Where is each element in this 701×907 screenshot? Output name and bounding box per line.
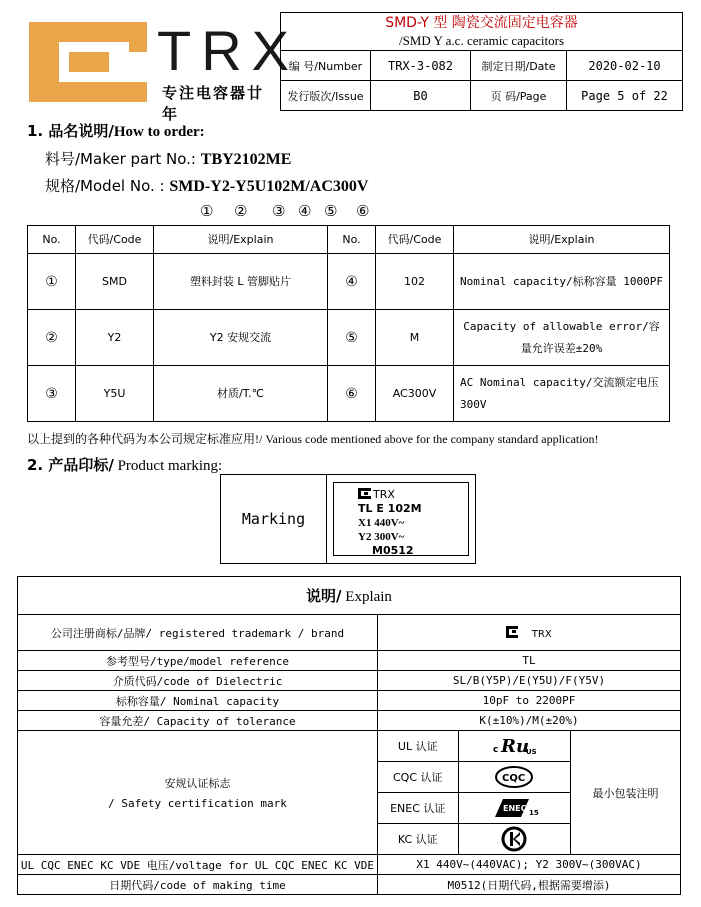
section2-heading-cn: 2. 产品印标/	[27, 456, 114, 474]
cert-label: KC 认证	[378, 824, 458, 854]
table-row	[28, 254, 670, 310]
table-cell: 102	[376, 254, 454, 310]
min-pack-note: 最小包装注明	[571, 731, 681, 855]
header-cell: 代码/Code	[76, 226, 154, 254]
section1-heading-en: How to order:	[113, 124, 205, 140]
header-cell: 说明/Explain	[454, 226, 670, 254]
row-label: 日期代码/code of making time	[18, 875, 378, 895]
model-label: 规格/Model No. :	[45, 177, 165, 195]
safety-label-cn: 安规认证标志	[164, 777, 231, 790]
cert-cell	[378, 762, 571, 793]
row-value: X1 440V~(440VAC); Y2 300V~(300VAC)	[378, 855, 681, 875]
circle-marker: ④	[298, 202, 312, 220]
table-cell: Y2	[76, 310, 154, 366]
table-cell: M	[376, 310, 454, 366]
code-position-markers	[200, 202, 369, 220]
row-value: M0512(日期代码,根据需要增添)	[378, 875, 681, 895]
marking-line: M0512	[372, 544, 414, 557]
svg-text:CQC: CQC	[502, 773, 526, 784]
table-row	[18, 855, 681, 875]
table-row	[18, 711, 681, 731]
section1-heading-cn: 1. 品名说明/	[27, 122, 114, 140]
trx-small-logo-icon	[358, 488, 371, 499]
cert-cell	[378, 793, 571, 824]
row-label: 参考型号/type/model reference	[18, 651, 378, 671]
circle-marker: ①	[200, 202, 214, 220]
table-cell: ①	[28, 254, 76, 310]
row-value: TRX	[531, 629, 552, 640]
table-row	[18, 615, 681, 651]
cert-cell	[378, 731, 571, 762]
table-cell: ③	[28, 366, 76, 422]
marking-line: TRX	[373, 488, 395, 501]
table-row	[18, 651, 681, 671]
section2-heading	[27, 454, 222, 475]
title-cn: SMD-Y 型 陶瓷交流固定电容器	[385, 14, 578, 31]
table-cell: Capacity of allowable error/容量允许误差±20%	[454, 310, 670, 366]
row-value: TL	[378, 651, 681, 671]
trx-brand-icon	[506, 626, 518, 638]
model-value: SMD-Y2-Y5U102M/AC300V	[169, 178, 369, 195]
table-row	[18, 671, 681, 691]
code-note: 以上提到的各种代码为本公司规定标准应用!/ Various code mentioned above for the company standard application!	[27, 432, 599, 446]
table-cell: AC Nominal capacity/交流额定电压 300V	[454, 366, 670, 422]
svg-text:US: US	[526, 748, 537, 756]
circle-marker: ⑥	[356, 202, 370, 220]
caption-en: Explain	[341, 589, 392, 605]
header-cell: No.	[328, 226, 376, 254]
table-cell: Y5U	[76, 366, 154, 422]
section2-heading-en: Product marking:	[113, 458, 223, 474]
row-value: 10pF to 2200PF	[378, 691, 681, 711]
table-cell: Nominal capacity/标称容量 1000PF	[454, 254, 670, 310]
table-row	[18, 731, 681, 762]
safety-label-en: / Safety certification mark	[108, 797, 287, 810]
cert-label: ENEC 认证	[378, 793, 458, 823]
row-value: K(±10%)/M(±20%)	[378, 711, 681, 731]
cert-label: CQC 认证	[378, 762, 458, 792]
company-logo	[17, 12, 299, 123]
marking-sample	[327, 475, 476, 564]
table-cell: AC300V	[376, 366, 454, 422]
maker-label: 料号/Maker part No.:	[45, 150, 196, 168]
circle-marker: ⑤	[324, 202, 338, 220]
title-en: /SMD Y a.c. ceramic capacitors	[398, 32, 565, 48]
marking-line: TL E 102M	[358, 502, 422, 515]
explain-caption	[18, 577, 681, 615]
cert-cell	[378, 824, 571, 855]
cert-label: UL 认证	[378, 731, 458, 761]
table-cell: 材质/T.℃	[154, 366, 328, 422]
explain-table	[17, 576, 681, 895]
maker-value: TBY2102ME	[200, 151, 292, 168]
logo-text: TRX	[157, 19, 299, 82]
header-cell: 说明/Explain	[154, 226, 328, 254]
issue-value: B0	[371, 81, 471, 111]
table-row	[18, 691, 681, 711]
section1-heading	[27, 120, 205, 141]
brand-value-cell	[378, 615, 681, 651]
safety-label-cell	[18, 731, 378, 855]
row-label: 介质代码/code of Dielectric	[18, 671, 378, 691]
table-cell: SMD	[76, 254, 154, 310]
cqc-mark-icon	[458, 762, 570, 792]
table-row	[18, 875, 681, 895]
kc-mark-icon	[458, 824, 570, 854]
number-value: TRX-3-082	[371, 51, 471, 81]
table-row	[28, 366, 670, 422]
table-cell: ⑥	[328, 366, 376, 422]
number-label: 编 号/Number	[281, 51, 371, 81]
table-cell: ⑤	[328, 310, 376, 366]
svg-text:c: c	[493, 745, 499, 755]
issue-label: 发行版次/Issue	[281, 81, 371, 111]
trx-logo-icon	[29, 22, 147, 102]
row-label: 标称容量/ Nominal capacity	[18, 691, 378, 711]
marking-print	[333, 482, 469, 556]
document-header-table	[280, 12, 683, 111]
table-cell: ④	[328, 254, 376, 310]
maker-part-line	[45, 148, 291, 169]
table-cell: Y2 安规交流	[154, 310, 328, 366]
ul-mark-icon	[458, 731, 570, 761]
row-label: UL CQC ENEC KC VDE 电压/voltage for UL CQC ENEC KC VDE	[18, 855, 378, 875]
product-marking-table	[220, 474, 476, 564]
logo-slogan: 专注电容器廿年	[162, 84, 265, 123]
table-cell: ②	[28, 310, 76, 366]
svg-text:ENEC: ENEC	[503, 804, 527, 813]
date-label: 制定日期/Date	[471, 51, 567, 81]
enec-mark-icon	[458, 793, 570, 823]
page-label: 页 码/Page	[471, 81, 567, 111]
model-line	[45, 175, 368, 196]
marking-line: Y2 300V~	[358, 531, 405, 543]
document-title	[281, 13, 683, 51]
table-row	[28, 310, 670, 366]
row-label: 公司注册商标/品牌/ registered trademark / brand	[18, 615, 378, 651]
date-value: 2020-02-10	[567, 51, 683, 81]
table-header-row	[28, 226, 670, 254]
svg-text:Ru: Ru	[501, 736, 530, 757]
row-label: 容量允差/ Capacity of tolerance	[18, 711, 378, 731]
circle-marker: ②	[234, 202, 248, 220]
marking-line: X1 440V~	[358, 517, 405, 529]
marking-label: Marking	[221, 475, 327, 564]
circle-marker: ③	[272, 202, 286, 220]
order-code-table	[27, 225, 670, 422]
row-value: SL/B(Y5P)/E(Y5U)/F(Y5V)	[378, 671, 681, 691]
page-value: Page 5 of 22	[567, 81, 683, 111]
header-cell: 代码/Code	[376, 226, 454, 254]
caption-cn: 说明/	[306, 587, 342, 605]
svg-text:15: 15	[529, 809, 539, 817]
table-cell: 塑料封装 L 管脚贴片	[154, 254, 328, 310]
header-cell: No.	[28, 226, 76, 254]
